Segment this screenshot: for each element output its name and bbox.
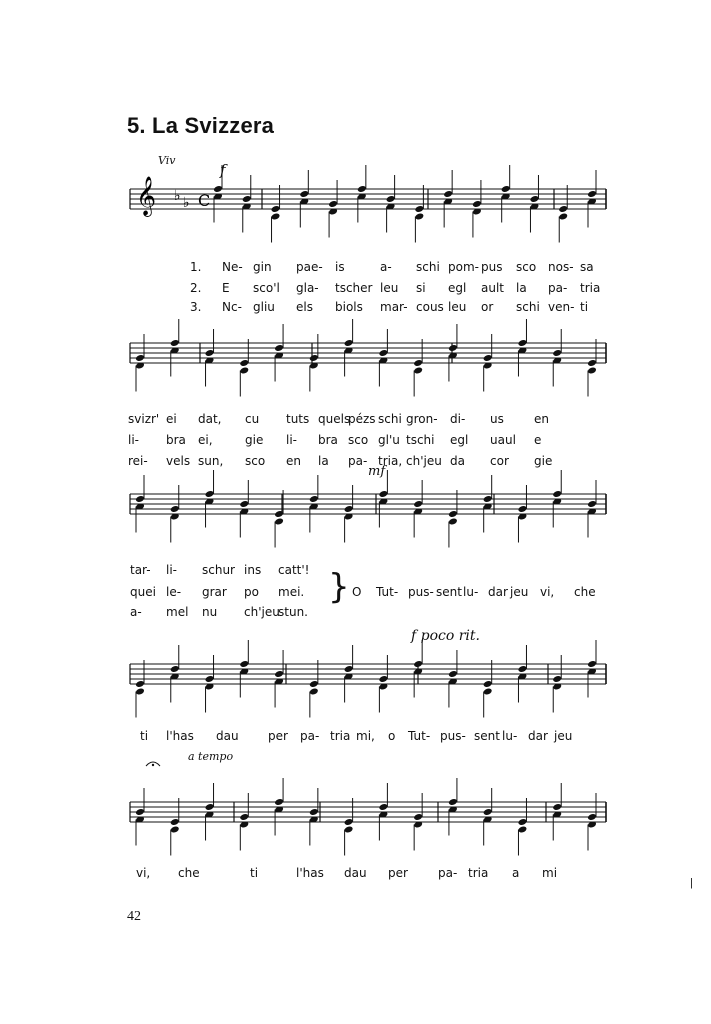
s2v1-word: cu — [245, 412, 260, 426]
note-head — [205, 349, 215, 357]
note-head — [239, 359, 249, 367]
note-head — [205, 803, 215, 811]
s2v1-word: di- — [450, 412, 466, 426]
s1v2-word: si — [416, 281, 426, 295]
note-head — [448, 344, 458, 352]
note-head — [239, 500, 249, 508]
note-head — [309, 354, 319, 362]
s3v2-word: le- — [166, 585, 182, 599]
s4-word: o — [388, 729, 396, 743]
note-head — [413, 500, 423, 508]
page-number: 42 — [127, 909, 141, 924]
s3ref-word: che — [574, 585, 596, 599]
note-head — [587, 366, 597, 374]
note-head — [587, 660, 597, 668]
note-head — [170, 339, 180, 347]
flat-icon: ♭ — [183, 195, 190, 211]
s2v1-word: us — [490, 412, 504, 426]
note-head — [518, 825, 528, 833]
s1v3-word: leu — [448, 300, 467, 314]
s3ref-word: dar — [488, 585, 508, 599]
s3v2-word: po — [244, 585, 259, 599]
note-head — [344, 339, 354, 347]
note-head — [242, 195, 252, 203]
note-head — [413, 660, 423, 668]
note-head — [413, 366, 423, 374]
dynamic-forte: f — [220, 161, 226, 179]
note-head — [344, 505, 354, 513]
s2v3-word: tria, — [378, 454, 403, 468]
s1v1-word: pae- — [296, 260, 323, 274]
s4-word: mi, — [356, 729, 375, 743]
s2v3-word: rei- — [128, 454, 148, 468]
s1v3-word: biols — [335, 300, 363, 314]
s2v1-word: dat, — [198, 412, 222, 426]
song-title: 5. La Svizzera — [127, 113, 275, 138]
note-head — [587, 359, 597, 367]
s3v1-word: catt'! — [278, 563, 310, 577]
s2v1-word: schi — [378, 412, 402, 426]
note-head — [328, 200, 338, 208]
note-head — [274, 344, 284, 352]
note-head — [135, 808, 145, 816]
s3ref-word: O — [352, 585, 362, 599]
margin-mark: | — [690, 877, 693, 889]
note-head — [501, 185, 511, 193]
note-head — [552, 675, 562, 683]
s5-word: tria — [468, 866, 489, 880]
s1v3-word: 3. — [190, 300, 202, 314]
note-head — [386, 195, 396, 203]
s3v2-word: quei — [130, 585, 156, 599]
note-head — [309, 495, 319, 503]
s5-word: che — [178, 866, 200, 880]
s3v1-word: tar- — [130, 563, 151, 577]
s1v2-word: sco'l — [253, 281, 280, 295]
s4-word: per — [268, 729, 288, 743]
s1v2-word: E — [222, 281, 230, 295]
s2v3-word: en — [286, 454, 301, 468]
s2v3-word: da — [450, 454, 465, 468]
s2v2-word: gl'u — [378, 433, 400, 447]
s3v1-word: ins — [244, 563, 262, 577]
note-head — [344, 665, 354, 673]
s1v1-word: nos- — [548, 260, 574, 274]
s3v3-word: ch'jeu — [244, 605, 280, 619]
s5-word: per — [388, 866, 408, 880]
s1v2-word: egl — [448, 281, 467, 295]
note-head — [413, 813, 423, 821]
note-head — [552, 803, 562, 811]
s1v3-word: or — [481, 300, 494, 314]
s1v1-word: sa — [580, 260, 594, 274]
note-head — [344, 818, 354, 826]
note-head — [239, 813, 249, 821]
s5-word: a — [512, 866, 520, 880]
note-head — [483, 808, 493, 816]
s2v3-word: la — [318, 454, 329, 468]
note-head — [558, 205, 568, 213]
s1v1-word: pus — [481, 260, 503, 274]
note-head — [135, 354, 145, 362]
note-head — [170, 825, 180, 833]
s1v3-word: els — [296, 300, 313, 314]
s1v1-word: Ne- — [222, 260, 243, 274]
s1v1-word: a- — [380, 260, 392, 274]
note-head — [170, 818, 180, 826]
s3v1-word: schur — [202, 563, 235, 577]
s1v3-word: ven- — [548, 300, 575, 314]
s4-word: sent — [474, 729, 500, 743]
s2v3-word: sco — [245, 454, 266, 468]
note-head — [271, 212, 281, 220]
note-head — [170, 505, 180, 513]
s2v1-word: quels — [318, 412, 351, 426]
s2v2-word: ei, — [198, 433, 213, 447]
s2v2-word: li- — [128, 433, 139, 447]
s2v3-word: sun, — [198, 454, 224, 468]
s4-word: tria — [330, 729, 351, 743]
s5-word: l'has — [296, 866, 324, 880]
note-head — [448, 670, 458, 678]
note-head — [378, 349, 388, 357]
s1v3-word: ti — [580, 300, 589, 314]
s5-word: pa- — [438, 866, 458, 880]
s2v1-word: en — [534, 412, 549, 426]
note-head — [135, 680, 145, 688]
s1v2-word: leu — [380, 281, 399, 295]
note-head — [274, 670, 284, 678]
s2v2-word: tschi — [406, 433, 435, 447]
s1v2-word: pa- — [548, 281, 568, 295]
s2v3-word: vels — [166, 454, 191, 468]
s3ref-word: Tut- — [376, 585, 399, 599]
note-head — [552, 349, 562, 357]
note-head — [483, 680, 493, 688]
s3v2-word: grar — [202, 585, 227, 599]
note-head — [413, 359, 423, 367]
s4-word: lu- — [502, 729, 518, 743]
s1v1-word: schi — [416, 260, 440, 274]
s2v1-word: tuts — [286, 412, 310, 426]
note-head — [271, 205, 281, 213]
note-head — [274, 798, 284, 806]
note-head — [205, 490, 215, 498]
s1v2-word: gla- — [296, 281, 319, 295]
note-head — [518, 818, 528, 826]
s4-word: pa- — [300, 729, 320, 743]
note-head — [213, 185, 223, 193]
s4-word: dar — [528, 729, 548, 743]
s5-word: dau — [344, 866, 367, 880]
s3v3-word: a- — [130, 605, 142, 619]
note-head — [239, 366, 249, 374]
s1v3-word: gliu — [253, 300, 275, 314]
s1v3-word: cous — [416, 300, 444, 314]
note-head — [357, 185, 367, 193]
s2v2-word: egl — [450, 433, 469, 447]
note-head — [587, 190, 597, 198]
s3v3-word: mel — [166, 605, 189, 619]
note-head — [558, 212, 568, 220]
s3ref-word: jeu — [510, 585, 529, 599]
s3ref-word: lu- — [463, 585, 479, 599]
note-head — [239, 660, 249, 668]
note-head — [443, 190, 453, 198]
note-head — [135, 495, 145, 503]
s4-word: pus- — [440, 729, 466, 743]
note-head — [309, 808, 319, 816]
s2v2-word: uaul — [490, 433, 516, 447]
s1v1-word: sco — [516, 260, 537, 274]
s2v2-word: bra — [318, 433, 338, 447]
fermata-icon — [152, 764, 154, 766]
verse-brace: } — [328, 567, 350, 607]
s4-word: dau — [216, 729, 239, 743]
note-head — [448, 517, 458, 525]
note-head — [205, 675, 215, 683]
s2v1-word: gron- — [406, 412, 438, 426]
note-head — [309, 687, 319, 695]
note-head — [135, 687, 145, 695]
note-head — [552, 490, 562, 498]
s2v1-word: pézs — [348, 412, 376, 426]
s2v2-word: li- — [286, 433, 297, 447]
s2v3-word: ch'jeu — [406, 454, 442, 468]
note-head — [378, 490, 388, 498]
note-head — [530, 195, 540, 203]
flat-icon: ♭ — [174, 188, 181, 204]
s2v2-word: gie — [245, 433, 264, 447]
dynamic-mezzo-forte: mf — [368, 464, 386, 479]
note-head — [170, 665, 180, 673]
s1v1-word: 1. — [190, 260, 202, 274]
s2v2-word: bra — [166, 433, 186, 447]
s2v2-word: sco — [348, 433, 369, 447]
s3v1-word: li- — [166, 563, 177, 577]
note-head — [587, 500, 597, 508]
s2v1-word: ei — [166, 412, 177, 426]
s2v2-word: e — [534, 433, 542, 447]
s3ref-word: pus- — [408, 585, 434, 599]
s2v3-word: pa- — [348, 454, 368, 468]
note-head — [587, 813, 597, 821]
note-head — [378, 803, 388, 811]
poco-rit-marking: f poco rit. — [411, 628, 480, 644]
s3v2-word: mei. — [278, 585, 305, 599]
s2v3-word: cor — [490, 454, 509, 468]
s1v3-word: Nc- — [222, 300, 242, 314]
s1v3-word: schi — [516, 300, 540, 314]
s1v2-word: 2. — [190, 281, 202, 295]
s4-word: l'has — [166, 729, 194, 743]
s3ref-word: vi, — [540, 585, 555, 599]
note-head — [483, 687, 493, 695]
note-head — [309, 680, 319, 688]
s5-word: mi — [542, 866, 558, 880]
s2v3-word: gie — [534, 454, 553, 468]
s3ref-word: sent — [436, 585, 462, 599]
s4-word: jeu — [554, 729, 573, 743]
s1v3-word: mar- — [380, 300, 408, 314]
s4-word: ti — [140, 729, 149, 743]
note-head — [518, 505, 528, 513]
note-head — [299, 190, 309, 198]
s2v1-word: svizr' — [128, 412, 160, 426]
s1v2-word: tria — [580, 281, 601, 295]
note-head — [344, 825, 354, 833]
note-head — [378, 675, 388, 683]
note-head — [448, 798, 458, 806]
time-signature-icon: C — [198, 191, 211, 210]
s1v2-word: la — [516, 281, 527, 295]
s1v1-word: gin — [253, 260, 272, 274]
s1v1-word: pom- — [448, 260, 479, 274]
a-tempo-marking: a tempo — [188, 750, 234, 763]
s5-word: vi, — [136, 866, 151, 880]
s3v3-word: nu — [202, 605, 218, 619]
treble-clef-icon: 𝄞 — [136, 176, 157, 216]
s1v1-word: is — [335, 260, 345, 274]
note-head — [414, 205, 424, 213]
note-head — [448, 510, 458, 518]
s1v2-word: tscher — [335, 281, 373, 295]
s4-word: Tut- — [408, 729, 431, 743]
s5-word: ti — [250, 866, 259, 880]
s1v2-word: ault — [481, 281, 504, 295]
note-head — [472, 200, 482, 208]
note-head — [518, 665, 528, 673]
note-head — [483, 495, 493, 503]
note-head — [414, 212, 424, 220]
note-head — [518, 339, 528, 347]
s3v3-word: stun. — [278, 605, 308, 619]
note-head — [483, 354, 493, 362]
note-head — [274, 517, 284, 525]
tempo-marking: Viv — [158, 154, 176, 167]
